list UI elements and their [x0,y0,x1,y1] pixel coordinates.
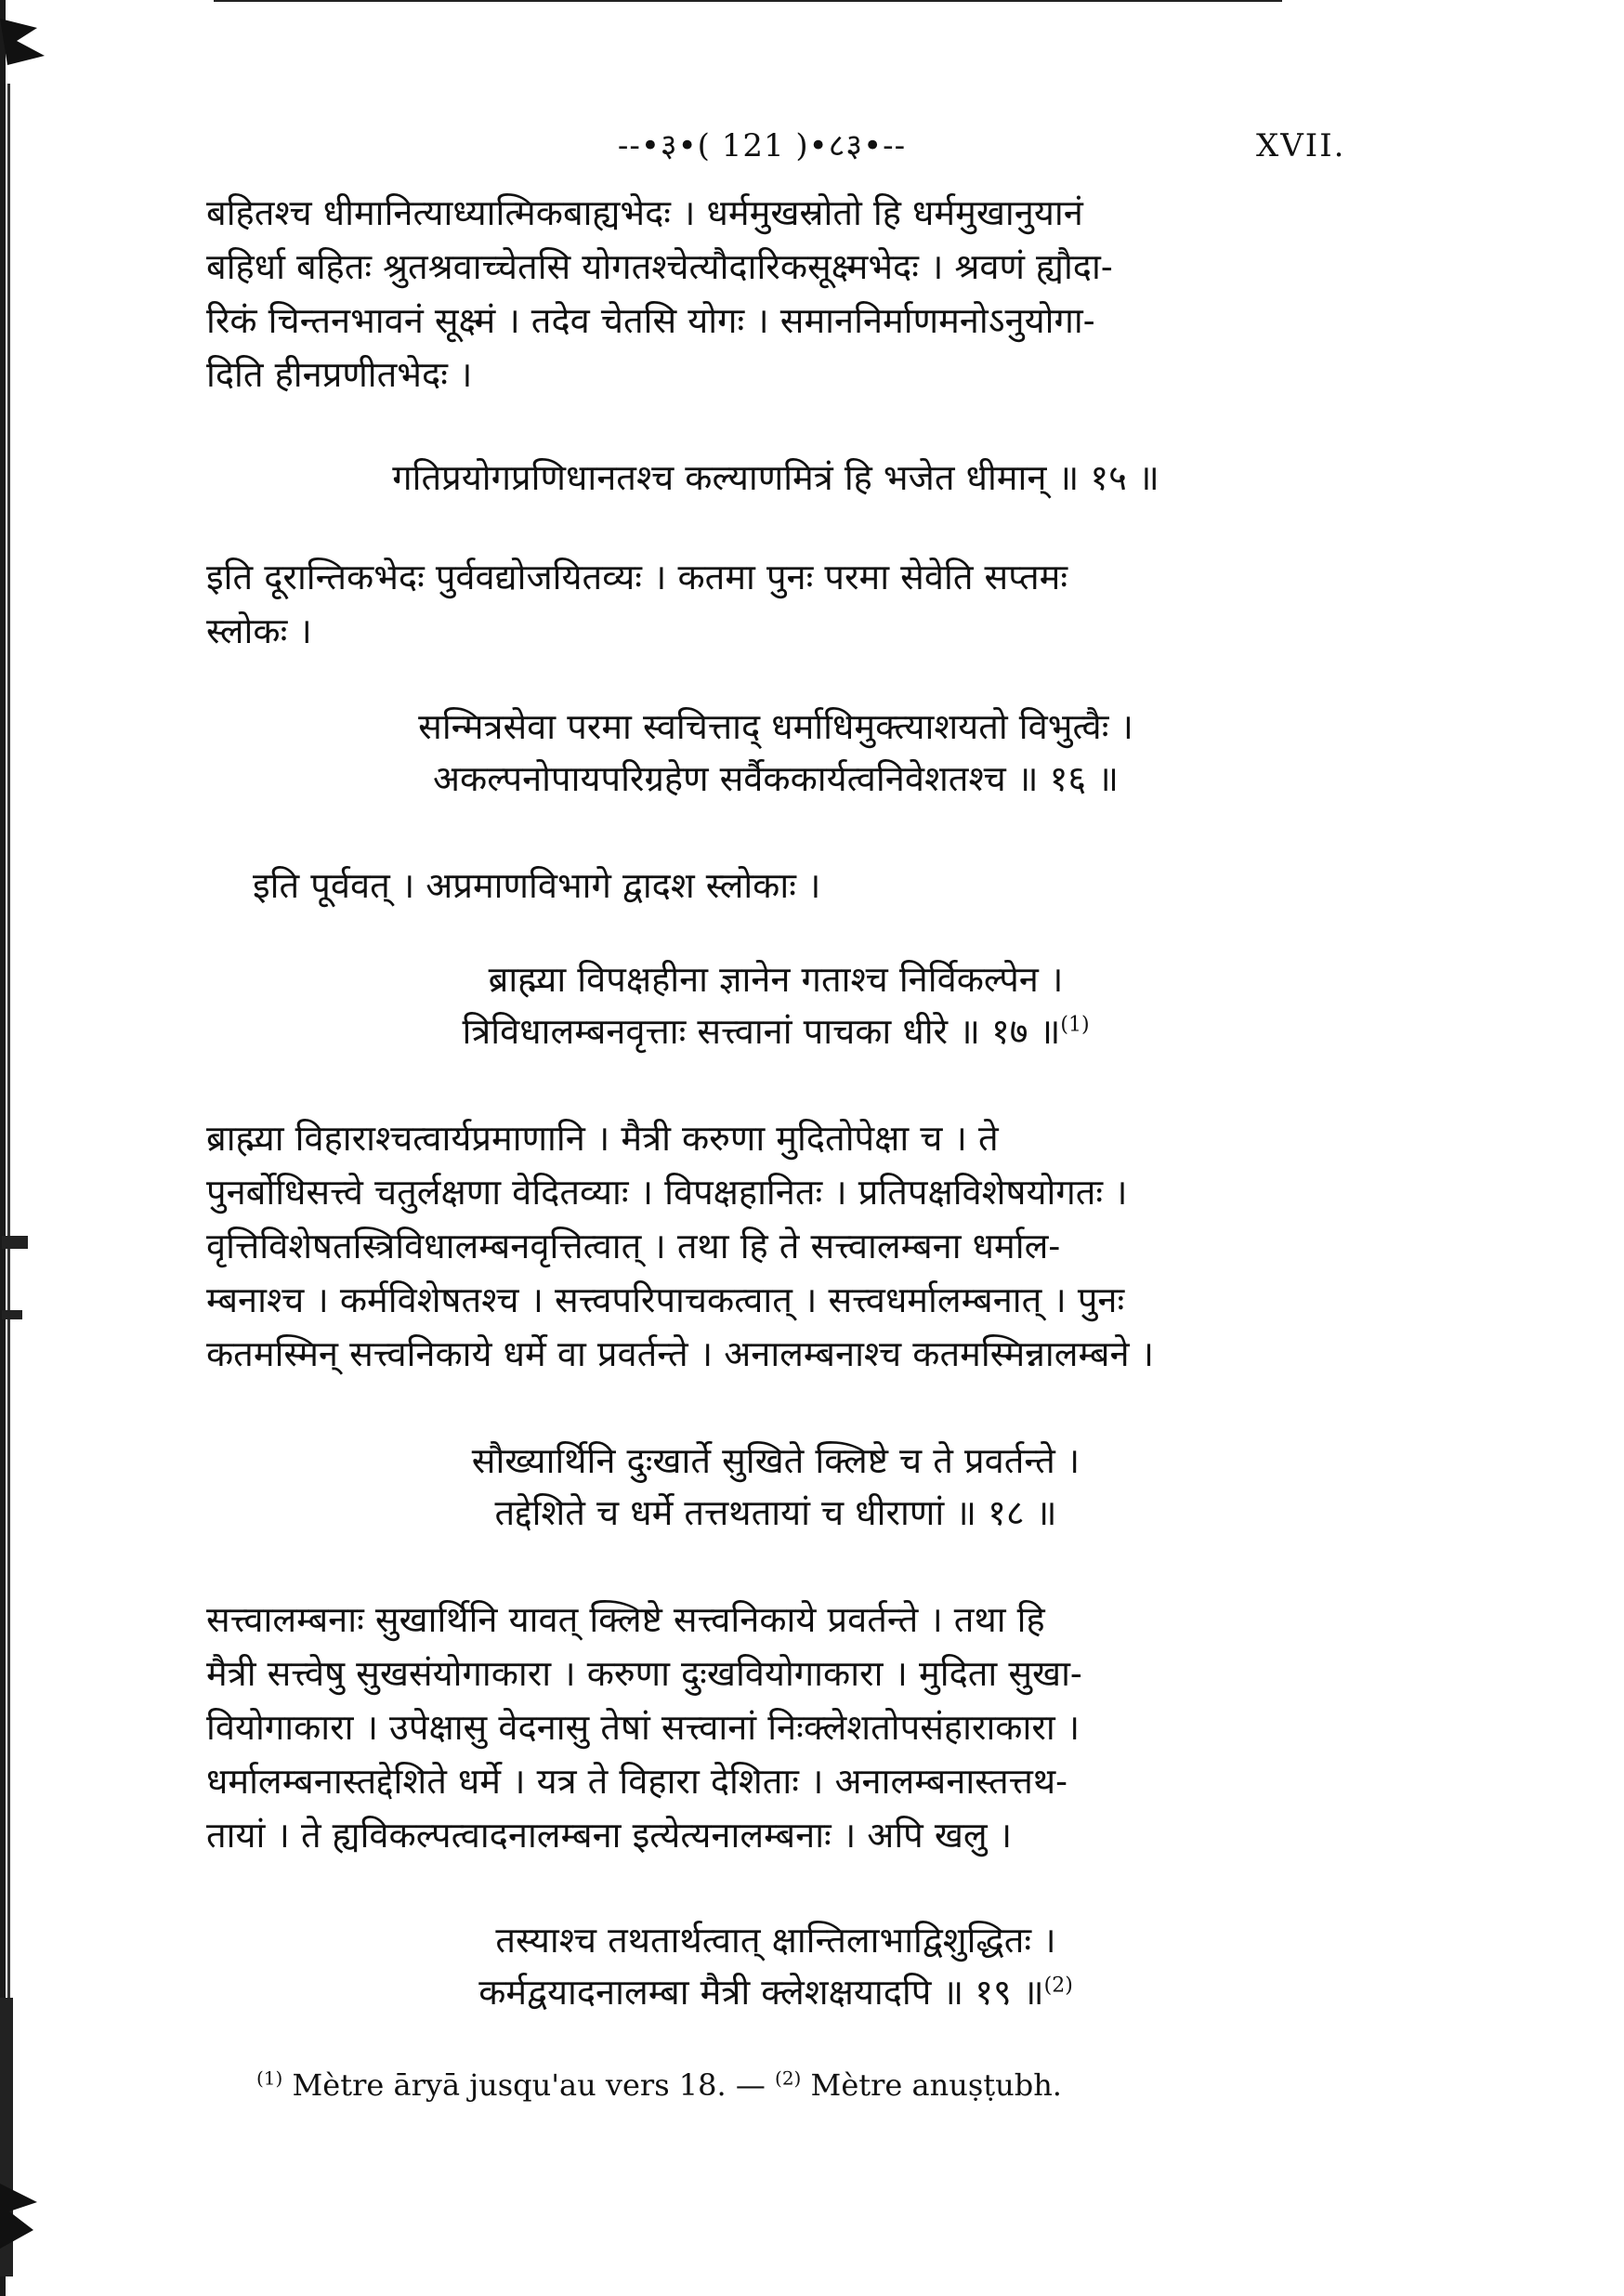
paragraph-4 [206,1111,1345,1381]
page-header [0,123,1624,169]
verse-16 [206,701,1345,805]
footnote-text: Mètre āryā jusqu'au vers 18. — [292,2067,766,2103]
chapter-number: XVII. [1256,127,1346,164]
text-line: वृत्तिविशेषतस्त्रिविधालम्बनवृत्तित्वात् । तथा हि ते सत्त्वालम्बना धर्माल- [206,1226,1061,1266]
footnote-marker: (2) [775,2066,802,2090]
footnote-marker: (1) [256,2066,283,2090]
verse-18 [206,1435,1345,1539]
text-line: वियोगाकारा । उपेक्षासु वेदनासु तेषां सत्त्वानां निःक्लेशतोपसंहाराकारा । [206,1707,1080,1748]
text-line: मैत्री सत्त्वेषु सुखसंयोगाकारा । करुणा दुःखवियोगाकारा । मुदिता सुखा- [206,1653,1082,1694]
footnotes [256,2065,1062,2106]
text-line: बहितश्च धीमानित्याध्यात्मिकबाह्यभेदः । धर्ममुखस्रोतो हि धर्ममुखानुयानं [206,192,1083,233]
verse-text: त्रिविधालम्बनवृत्ताः सत्त्वानां पाचका धीरे ॥ १७ ॥ [462,1011,1061,1052]
paragraph-3 [206,859,1345,912]
verse-line: ब्राह्म्या विपक्षहीना ज्ञानेन गताश्च निर्विकल्पेन । [488,959,1064,1000]
text-line: रिकं चिन्तनभावनं सूक्ष्मं । तदेव चेतसि योगः । समाननिर्माणमनोऽनुयोगा- [206,300,1095,341]
verse-15 [206,452,1345,504]
verse-line: गतिप्रयोगप्रणिधानतश्च कल्याणमित्रं हि भजेत धीमान् ॥ १५ ॥ [392,457,1159,498]
text-line: तायां । ते ह्यविकल्पत्वादनालम्बना इत्येत्यनालम्बनाः । अपि खलु । [206,1815,1013,1856]
text-line: धर्मालम्बनास्तद्देशिते धर्मे । यत्र ते विहारा देशिताः । अनालम्बनास्तत्तथ- [206,1761,1068,1802]
verse-line: सौख्यार्थिनि दुःखार्ते सुखिते क्लिष्टे च ते प्रवर्तन्ते । [471,1440,1080,1481]
text-line: बहिर्धा बहितः श्रुतश्रवाच्चेतसि योगतश्चेत्यौदारिकसूक्ष्मभेदः । श्रवणं ह्यौदा- [206,246,1113,287]
verse-text: कर्मद्वयादनालम्बा मैत्री क्लेशक्षयादपि ॥ १९ ॥ [478,1972,1044,2013]
verse-line [206,1005,1345,1057]
text-line: इति पूर्ववत् । अप्रमाणविभागे द्वादश स्लोकाः । [253,865,821,906]
verse-line: सन्मित्रसेवा परमा स्वचित्ताद् धर्माधिमुक्त्याशयतो विभुत्वैः । [418,706,1133,747]
text-line: सत्त्वालम्बनाः सुखार्थिनि यावत् क्लिष्टे सत्त्वनिकाये प्रवर्तन्ते । तथा हि [206,1599,1045,1640]
page-number: --•३•( 121 )•८३•-- [617,127,907,164]
verse-line: तस्याश्च तथतार्थत्वात् क्षान्तिलाभाद्विशुद्धितः । [495,1920,1056,1961]
verse-line [206,1966,1345,2018]
footnote-marker: (1) [1060,1013,1090,1037]
top-rule [214,0,1282,2]
text-line: कतमस्मिन् सत्त्वनिकाये धर्मे वा प्रवर्तन्ते । अनालम्बनाश्च कतमस्मिन्नालम्बने । [206,1333,1155,1374]
verse-19 [206,1914,1345,2018]
text-line: म्बनाश्च । कर्मविशेषतश्च । सत्त्वपरिपाचकत्वात् । सत्त्वधर्मालम्बनात् । पुनः [206,1279,1125,1320]
text-line: दिति हीनप्रणीतभेदः । [206,354,473,395]
paragraph-5 [206,1593,1345,1862]
paragraph-1 [206,186,1345,401]
verse-line: अकल्पनोपायपरिग्रहेण सर्वैककार्यत्वनिवेशतश्च ॥ १६ ॥ [432,758,1120,799]
verse-line: तद्देशिते च धर्मे तत्तथतायां च धीराणां ॥ १८ ॥ [494,1492,1057,1533]
paragraph-2 [206,550,1345,658]
text-line: इति दूरान्तिकभेदः पुर्ववद्योजयितव्यः । कतमा पुनः परमा सेवेति सप्तमः [206,557,1068,597]
footnote-marker: (2) [1043,1974,1073,1998]
text-line: स्लोकः । [206,610,312,651]
text-line: ब्राह्म्या विहाराश्चत्वार्यप्रमाणानि । मैत्री करुणा मुदितोपेक्षा च । ते [206,1118,999,1159]
text-line: पुनर्बोधिसत्त्वे चतुर्लक्षणा वेदितव्याः । विपक्षहानितः । प्रतिपक्षविशेषयोगतः । [206,1172,1128,1213]
footnote-text: Mètre anuṣṭubh. [810,2067,1062,2103]
verse-17 [206,953,1345,1057]
scan-binding-edge [0,0,65,2296]
